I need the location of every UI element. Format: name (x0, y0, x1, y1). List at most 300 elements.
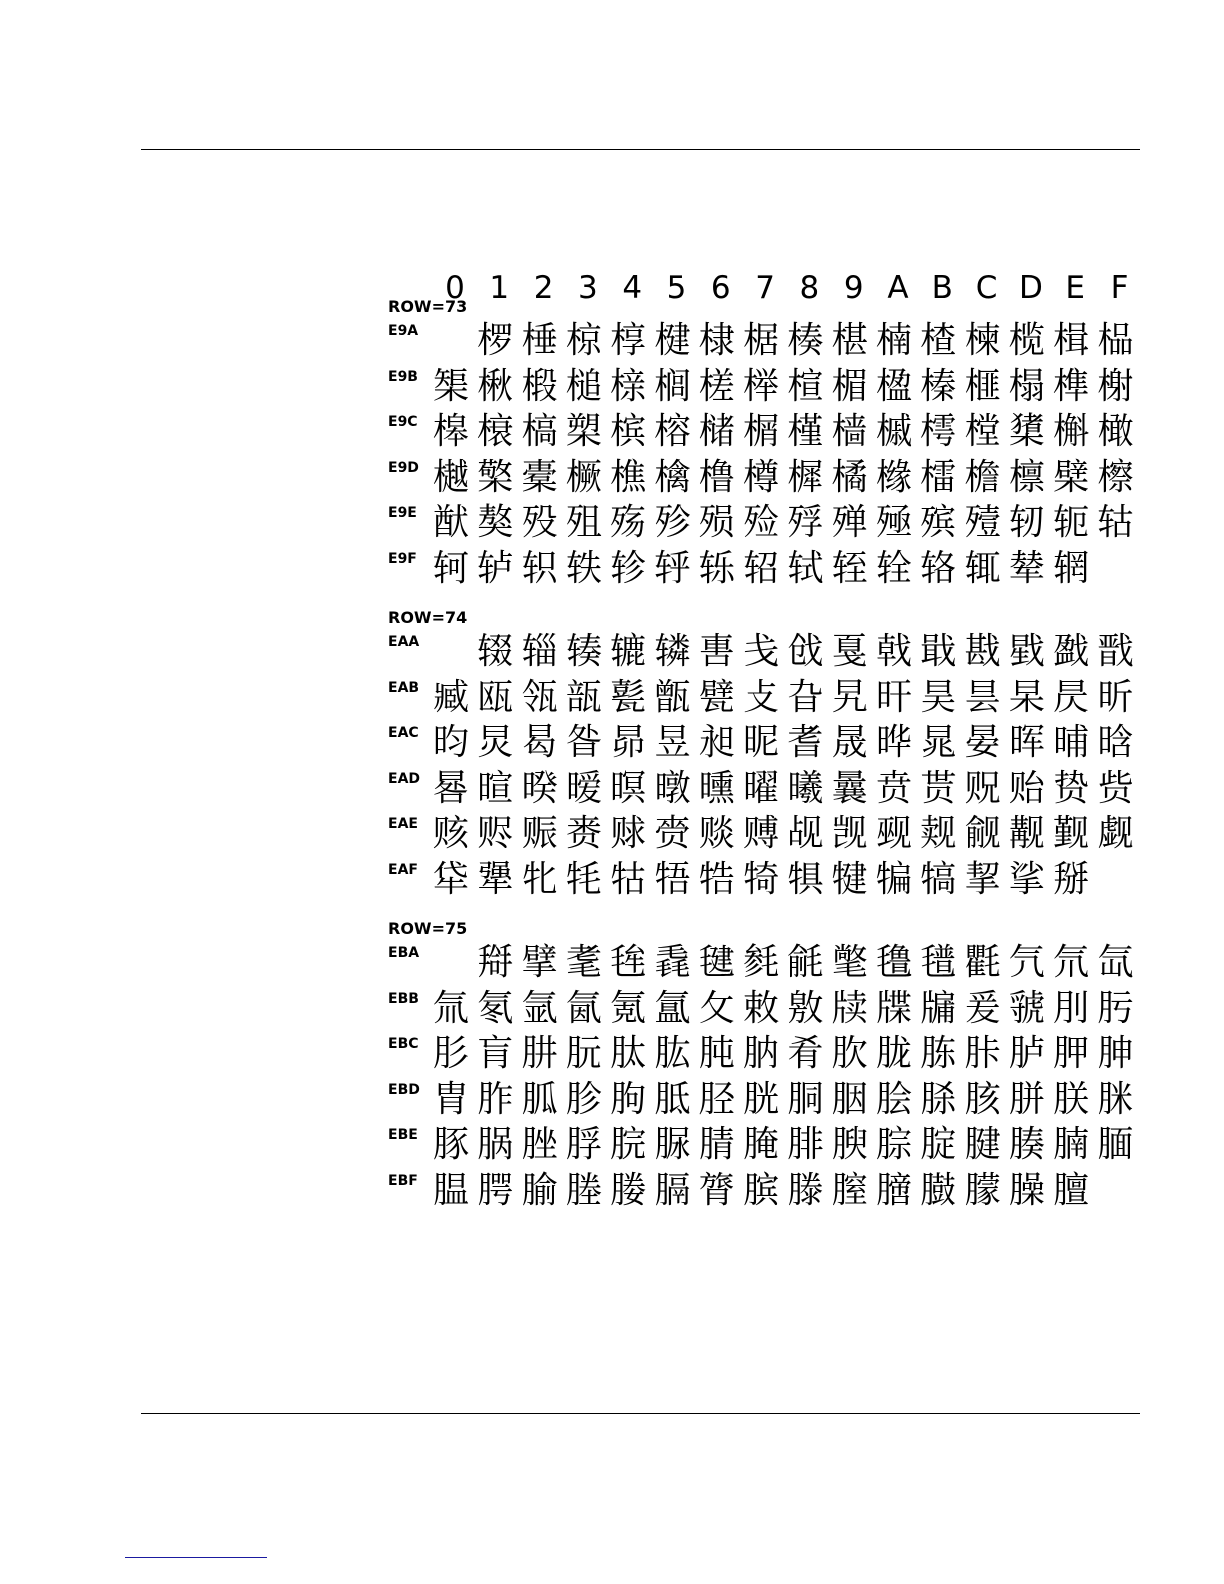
glyph-cell: 戟 (875, 631, 912, 672)
glyph-cell: 昴 (610, 722, 647, 763)
glyph-cell: 腴 (831, 1124, 868, 1165)
glyph-cell: 殒 (698, 502, 735, 543)
hex-column-8: 8 (799, 270, 820, 306)
row-label: ROW=73 (388, 297, 468, 316)
glyph-cell: 檐 (964, 456, 1001, 498)
glyph-cell: 觇 (787, 813, 824, 854)
glyph-cell: 犟 (477, 858, 514, 900)
glyph-cell: 毹 (787, 942, 824, 983)
glyph-cell: 腓 (787, 1124, 824, 1165)
hex-column-a: A (887, 270, 909, 306)
glyph-cell: 辁 (875, 547, 912, 589)
glyph-cell: 棣 (698, 320, 735, 361)
glyph-cell: 胙 (477, 1078, 514, 1120)
glyph-cell: 氲 (654, 987, 691, 1029)
top-rule (141, 149, 1140, 150)
hex-column-e: E (1065, 270, 1085, 306)
code-line-e9a (386, 318, 1166, 363)
glyph-cell: 爰 (964, 987, 1001, 1029)
glyph-cell: 毽 (698, 942, 735, 983)
glyph-cell: 檎 (654, 456, 691, 498)
glyph-cell: 榛 (920, 365, 957, 407)
glyph-cell: 樘 (964, 411, 1001, 452)
code-label: EAA (388, 634, 420, 650)
glyph-cell: 肴 (787, 1033, 824, 1074)
glyph-cell: 胂 (1097, 1033, 1134, 1074)
glyph-cell: 轶 (565, 547, 602, 589)
glyph-cell: 昙 (964, 676, 1001, 718)
glyph-cell: 赉 (565, 813, 602, 854)
glyph-cell: 樯 (831, 411, 868, 452)
glyph-cell: 榄 (1008, 320, 1045, 361)
glyph-cell: 槊 (565, 411, 602, 452)
glyph-cell: 牮 (432, 858, 469, 900)
glyph-cell: 晡 (1053, 722, 1090, 763)
glyph-cell: 猷 (432, 502, 469, 543)
glyph-cell: 攵 (698, 987, 735, 1029)
glyph-cell: 氡 (477, 987, 514, 1029)
glyph-cell: 胨 (920, 1033, 957, 1074)
glyph-cell: 楠 (875, 320, 912, 361)
glyph-cell: 氇 (875, 942, 912, 983)
glyph-cell: 胗 (565, 1078, 602, 1120)
glyph-cell: 肟 (1097, 987, 1134, 1029)
glyph-cell: 胲 (964, 1078, 1001, 1120)
glyph-cell: 殚 (831, 502, 868, 543)
glyph-cell: 甓 (698, 676, 735, 718)
glyph-cell: 轵 (521, 547, 558, 589)
glyph-cell: 楸 (477, 365, 514, 407)
bottom-rule (141, 1413, 1140, 1414)
glyph-cell: 腼 (1097, 1124, 1134, 1165)
code-line-ebf (386, 1168, 1166, 1213)
glyph-cell: 氘 (1053, 942, 1090, 983)
glyph-cell: 昀 (432, 722, 469, 763)
glyph-cell: 膈 (654, 1169, 691, 1211)
glyph-cell: 肼 (521, 1033, 558, 1074)
glyph-cell: 暝 (610, 767, 647, 809)
glyph-cell: 檑 (920, 456, 957, 498)
glyph-cell: 橛 (565, 456, 602, 498)
glyph-cell: 轫 (1008, 502, 1045, 543)
glyph-cell: 赀 (1097, 767, 1134, 809)
glyph-cell: 牍 (831, 987, 868, 1029)
glyph-cell: 脶 (477, 1124, 514, 1165)
glyph-cell: 脬 (565, 1124, 602, 1165)
code-line-eab (386, 675, 1166, 720)
glyph-cell: 椹 (831, 320, 868, 361)
glyph-cell: 辇 (1008, 547, 1045, 589)
glyph-cell: 橐 (521, 456, 558, 498)
code-line-eae (386, 811, 1166, 856)
glyph-cell: 觐 (1053, 813, 1090, 854)
glyph-cell: 辋 (1053, 547, 1090, 589)
code-label: EAC (388, 725, 419, 741)
code-line-eba (386, 940, 1166, 985)
glyph-cell: 敕 (743, 987, 780, 1029)
glyph-cell: 赅 (432, 813, 469, 854)
glyph-cell: 榫 (1053, 365, 1090, 407)
glyph-cell: 觑 (1097, 813, 1134, 854)
code-label: EAB (388, 679, 420, 696)
glyph-cell: 曛 (698, 767, 735, 809)
footnote-link-underline (125, 1557, 267, 1558)
glyph-cell: 榭 (1097, 365, 1134, 407)
glyph-cell: 暧 (565, 767, 602, 809)
glyph-cell: 晟 (831, 722, 868, 763)
glyph-cell: 戡 (964, 631, 1001, 672)
glyph-cell: 甏 (610, 676, 647, 718)
glyph-cell: 瓴 (521, 676, 558, 718)
hex-column-0: 0 (445, 270, 465, 306)
glyph-cell: 殁 (521, 502, 558, 543)
glyph-cell: 胫 (698, 1078, 735, 1120)
glyph-cell: 氅 (831, 942, 868, 983)
glyph-cell: 朦 (964, 1169, 1001, 1211)
glyph-cell: 昝 (565, 722, 602, 763)
glyph-cell: 槎 (698, 365, 735, 407)
glyph-cell: 戛 (831, 631, 868, 672)
code-label: E9B (388, 368, 418, 385)
glyph-cell: 脍 (875, 1078, 912, 1120)
glyph-cell: 贲 (875, 767, 912, 809)
glyph-cell: 贻 (1008, 767, 1045, 809)
glyph-cell: 辍 (477, 631, 514, 672)
glyph-cell: 軎 (698, 631, 735, 672)
glyph-cell: 晖 (1008, 722, 1045, 763)
glyph-cell: 牯 (610, 858, 647, 900)
code-line-e9e (386, 500, 1166, 545)
row-label: ROW=75 (388, 919, 468, 938)
hex-column-9: 9 (843, 270, 864, 306)
hex-column-c: C (975, 270, 998, 306)
glyph-cell: 腭 (477, 1169, 514, 1211)
glyph-cell: 轺 (743, 547, 780, 589)
glyph-cell: 氚 (432, 987, 469, 1029)
glyph-cell: 椁 (610, 320, 647, 361)
glyph-cell: 槁 (521, 411, 558, 452)
glyph-cell: 肷 (831, 1033, 868, 1074)
glyph-cell: 肽 (610, 1033, 647, 1074)
code-label: E9F (388, 550, 417, 567)
glyph-cell: 樾 (432, 456, 469, 498)
glyph-cell: 昱 (654, 722, 691, 763)
glyph-cell: 轱 (1097, 502, 1134, 543)
glyph-cell: 榧 (964, 365, 1001, 407)
code-label: EAE (388, 816, 418, 832)
glyph-cell: 敫 (787, 987, 824, 1029)
glyph-cell: 胧 (875, 1033, 912, 1074)
glyph-cell: 赙 (743, 813, 780, 854)
glyph-cell: 氕 (1008, 942, 1045, 983)
glyph-cell: 橄 (1097, 411, 1134, 452)
code-line-eaa (386, 629, 1166, 674)
glyph-cell: 戥 (1008, 631, 1045, 672)
glyph-cell: 犒 (920, 858, 957, 900)
code-label: EBB (388, 990, 419, 1007)
glyph-cell: 媵 (610, 1169, 647, 1211)
glyph-cell: 昵 (743, 722, 780, 763)
glyph-cell: 椤 (477, 320, 514, 361)
glyph-cell: 臧 (432, 676, 469, 718)
code-line-eac (386, 720, 1166, 765)
glyph-cell: 豚 (432, 1124, 469, 1165)
glyph-cell: 腈 (698, 1124, 735, 1165)
glyph-cell: 橘 (831, 456, 868, 498)
glyph-cell: 觋 (875, 813, 912, 854)
glyph-cell: 楝 (964, 320, 1001, 361)
glyph-cell: 旰 (875, 676, 912, 718)
glyph-cell: 榍 (743, 411, 780, 452)
row-label: ROW=74 (388, 608, 468, 627)
glyph-cell: 辘 (610, 631, 647, 672)
glyph-cell: 犄 (743, 858, 780, 900)
glyph-cell: 橥 (1008, 411, 1045, 452)
glyph-cell: 贶 (964, 767, 1001, 809)
code-line-e9d (386, 455, 1166, 500)
glyph-cell: 殇 (610, 502, 647, 543)
glyph-cell: 肱 (654, 1033, 691, 1074)
glyph-cell: 殡 (920, 502, 957, 543)
glyph-cell: 槿 (787, 411, 824, 452)
glyph-cell: 曦 (787, 767, 824, 809)
hex-column-7: 7 (755, 270, 775, 306)
glyph-cell: 槟 (610, 411, 647, 452)
glyph-cell: 橹 (698, 456, 735, 498)
glyph-cell: 昕 (1097, 676, 1134, 718)
glyph-cell: 檫 (1097, 456, 1134, 498)
glyph-cell: 殓 (743, 502, 780, 543)
glyph-cell: 胍 (521, 1078, 558, 1120)
code-label: EAD (388, 770, 421, 787)
glyph-cell: 瓿 (565, 676, 602, 718)
glyph-cell: 腠 (1008, 1124, 1045, 1165)
hex-column-header (433, 270, 1153, 306)
glyph-cell: 脒 (1097, 1078, 1134, 1120)
code-label: EBA (388, 945, 420, 961)
glyph-cell: 榇 (610, 365, 647, 407)
code-label: EBD (388, 1081, 420, 1098)
glyph-cell: 臊 (1008, 1169, 1045, 1211)
glyph-cell: 赈 (521, 813, 558, 854)
glyph-cell: 掰 (1053, 858, 1090, 900)
glyph-cell: 戗 (787, 631, 824, 672)
glyph-cell: 甑 (654, 676, 691, 718)
hex-column-d: D (1018, 270, 1043, 306)
glyph-cell: 昊 (920, 676, 957, 718)
glyph-cell: 氙 (1097, 942, 1134, 983)
glyph-cell: 膻 (1053, 1169, 1090, 1211)
glyph-cell: 肫 (698, 1033, 735, 1074)
glyph-cell: 辂 (920, 547, 957, 589)
glyph-cell: 胱 (743, 1078, 780, 1120)
glyph-cell: 炅 (477, 722, 514, 763)
glyph-cell: 戋 (743, 631, 780, 672)
glyph-cell: 肜 (432, 1033, 469, 1074)
glyph-cell: 犍 (831, 858, 868, 900)
code-label: E9E (388, 505, 417, 521)
glyph-cell: 塍 (565, 1169, 602, 1211)
glyph-cell: 暌 (521, 767, 558, 809)
glyph-cell: 辄 (964, 547, 1001, 589)
glyph-cell: 榻 (1008, 365, 1045, 407)
glyph-cell: 犋 (787, 858, 824, 900)
glyph-cell: 氩 (521, 987, 558, 1029)
glyph-cell: 杲 (1008, 676, 1045, 718)
glyph-cell: 毵 (743, 942, 780, 983)
hex-column-b: B (931, 270, 953, 306)
hex-column-2: 2 (533, 270, 554, 306)
glyph-cell: 辎 (521, 631, 558, 672)
glyph-cell: 贽 (1053, 767, 1090, 809)
glyph-cell: 脎 (920, 1078, 957, 1120)
glyph-cell: 槲 (1053, 411, 1090, 452)
glyph-cell: 腧 (521, 1169, 558, 1211)
glyph-cell: 晷 (432, 767, 469, 809)
hex-column-6: 6 (710, 270, 731, 306)
glyph-cell: 殛 (875, 502, 912, 543)
glyph-cell: 赍 (654, 813, 691, 854)
glyph-cell: 胝 (654, 1078, 691, 1120)
glyph-cell: 槠 (698, 411, 735, 452)
glyph-cell: 腱 (964, 1124, 1001, 1165)
glyph-cell: 脞 (521, 1124, 558, 1165)
hex-column-3: 3 (578, 270, 598, 306)
code-line-eaf (386, 857, 1166, 902)
hex-column-f: F (1110, 270, 1129, 306)
glyph-cell: 犏 (875, 858, 912, 900)
glyph-cell: 榉 (743, 365, 780, 407)
glyph-cell: 脘 (610, 1124, 647, 1165)
glyph-cell: 胩 (964, 1033, 1001, 1074)
glyph-cell: 搿 (477, 942, 514, 983)
glyph-cell: 腚 (920, 1124, 957, 1165)
glyph-cell: 楱 (787, 320, 824, 361)
glyph-cell: 赆 (477, 813, 514, 854)
glyph-cell: 牦 (565, 858, 602, 900)
glyph-cell: 毪 (610, 942, 647, 983)
glyph-cell: 暾 (654, 767, 691, 809)
glyph-cell: 榱 (477, 411, 514, 452)
glyph-cell: 牾 (654, 858, 691, 900)
glyph-cell: 牝 (521, 858, 558, 900)
hex-column-4: 4 (622, 270, 643, 306)
glyph-cell: 楣 (831, 365, 868, 407)
glyph-cell: 椴 (521, 365, 558, 407)
glyph-cell: 肭 (743, 1033, 780, 1074)
glyph-cell: 刖 (1053, 987, 1090, 1029)
code-label: EBF (388, 1172, 418, 1189)
glyph-cell: 榀 (1097, 320, 1134, 361)
glyph-cell: 轾 (831, 547, 868, 589)
glyph-cell: 暄 (477, 767, 514, 809)
glyph-cell: 檩 (1008, 456, 1045, 498)
glyph-cell: 戤 (1053, 631, 1090, 672)
glyph-cell: 朊 (565, 1033, 602, 1074)
glyph-cell: 棰 (521, 320, 558, 361)
glyph-cell: 榕 (654, 411, 691, 452)
code-line-ead (386, 766, 1166, 811)
glyph-cell: 膣 (831, 1169, 868, 1211)
glyph-cell: 脲 (654, 1124, 691, 1165)
glyph-cell: 轭 (1053, 502, 1090, 543)
glyph-cell: 胪 (1008, 1033, 1045, 1074)
code-label: EBE (388, 1127, 418, 1143)
glyph-cell: 虢 (1008, 987, 1045, 1029)
glyph-cell: 赕 (698, 813, 735, 854)
glyph-cell: 辏 (565, 631, 602, 672)
glyph-cell: 腌 (743, 1124, 780, 1165)
code-label: EAF (388, 861, 418, 878)
glyph-cell: 橼 (875, 456, 912, 498)
glyph-cell: 腽 (432, 1169, 469, 1211)
glyph-cell: 挈 (964, 858, 1001, 900)
glyph-cell: 朐 (610, 1078, 647, 1120)
glyph-cell: 檠 (477, 456, 514, 498)
glyph-cell: 轸 (610, 547, 647, 589)
glyph-cell: 牒 (875, 987, 912, 1029)
glyph-cell: 殪 (964, 502, 1001, 543)
glyph-cell: 辚 (654, 631, 691, 672)
glyph-cell: 殄 (654, 502, 691, 543)
glyph-cell: 氆 (920, 942, 957, 983)
glyph-cell: 膪 (875, 1169, 912, 1211)
glyph-cell: 滕 (787, 1169, 824, 1211)
glyph-cell: 殍 (787, 502, 824, 543)
glyph-cell: 曩 (831, 767, 868, 809)
glyph-cell: 檗 (1053, 456, 1090, 498)
glyph-cell: 晔 (875, 722, 912, 763)
glyph-cell: 膑 (743, 1169, 780, 1211)
glyph-cell: 觊 (831, 813, 868, 854)
glyph-cell: 腩 (1053, 1124, 1090, 1165)
glyph-cell: 耆 (787, 722, 824, 763)
code-line-ebc (386, 1031, 1166, 1076)
glyph-cell: 昃 (1053, 676, 1090, 718)
glyph-cell: 晁 (920, 722, 957, 763)
glyph-cell: 挲 (1008, 858, 1045, 900)
glyph-cell: 轹 (698, 547, 735, 589)
glyph-cell: 攴 (743, 676, 780, 718)
code-label: E9C (388, 414, 418, 430)
code-label: EBC (388, 1036, 419, 1052)
glyph-cell: 臌 (920, 1169, 957, 1211)
glyph-cell: 槭 (875, 411, 912, 452)
glyph-cell: 轳 (477, 547, 514, 589)
glyph-cell: 殂 (565, 502, 602, 543)
glyph-cell: 楗 (654, 320, 691, 361)
glyph-cell: 贳 (920, 767, 957, 809)
glyph-cell: 楦 (787, 365, 824, 407)
glyph-cell: 榈 (654, 365, 691, 407)
glyph-cell: 觏 (1008, 813, 1045, 854)
code-line-e9c (386, 409, 1166, 454)
glyph-cell: 胴 (787, 1078, 824, 1120)
glyph-cell: 晗 (1097, 722, 1134, 763)
glyph-cell: 椋 (565, 320, 602, 361)
glyph-cell: 觌 (920, 813, 957, 854)
code-label: E9D (388, 459, 419, 476)
hex-column-1: 1 (489, 270, 510, 306)
glyph-cell: 榘 (432, 365, 469, 407)
glyph-cell: 擘 (521, 942, 558, 983)
code-line-ebb (386, 986, 1166, 1031)
code-line-ebe (386, 1122, 1166, 1167)
glyph-cell: 晏 (964, 722, 1001, 763)
glyph-cell: 槌 (565, 365, 602, 407)
glyph-cell: 槔 (432, 411, 469, 452)
code-label: E9A (388, 323, 419, 339)
